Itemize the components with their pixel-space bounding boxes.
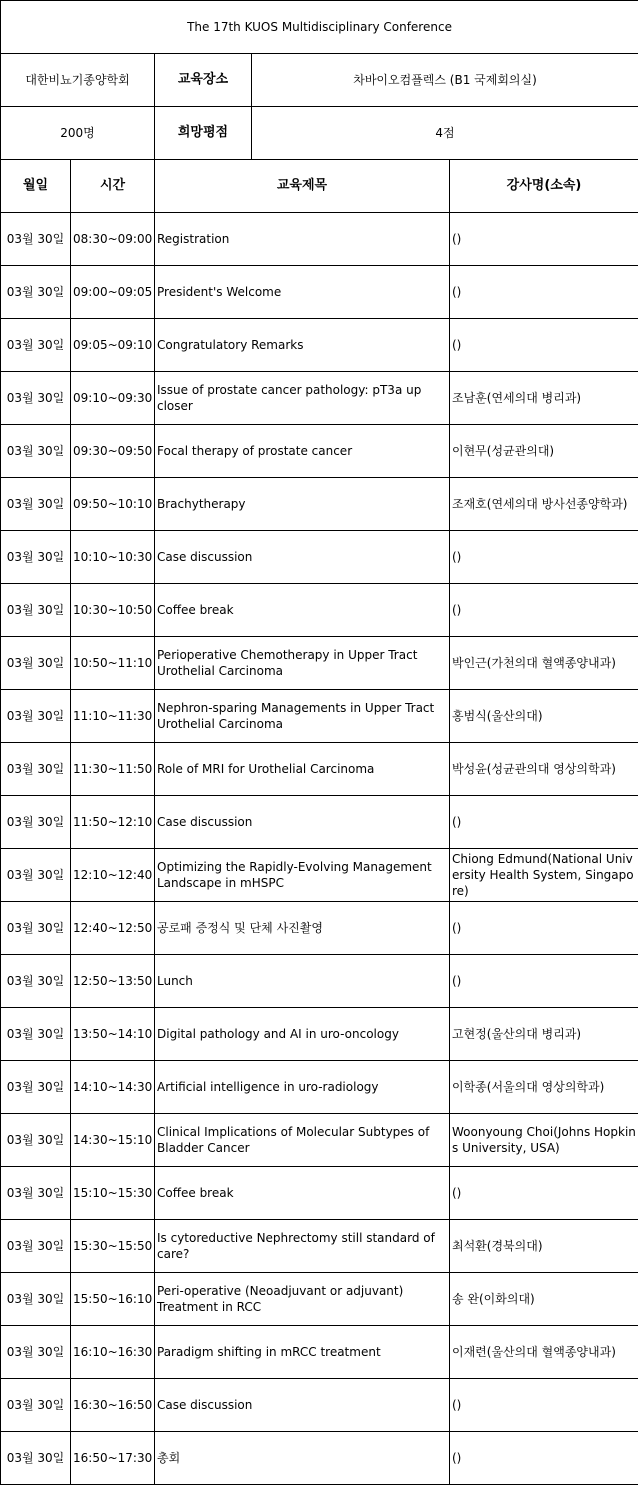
- session-date: 03월 30일: [1, 425, 71, 478]
- table-row: [1, 531, 638, 584]
- session-title: Case discussion: [155, 796, 450, 849]
- session-time: 09:10~09:30: [71, 372, 155, 425]
- session-date: 03월 30일: [1, 690, 71, 743]
- session-time: 15:50~16:10: [71, 1273, 155, 1326]
- session-title: Paradigm shifting in mRCC treatment: [155, 1326, 450, 1379]
- session-title: Optimizing the Rapidly-Evolving Management Landscape in mHSPC: [155, 849, 450, 902]
- session-time: 15:30~15:50: [71, 1220, 155, 1273]
- session-title: 총회: [155, 1432, 450, 1485]
- table-row: [1, 849, 638, 902]
- session-title: Case discussion: [155, 531, 450, 584]
- table-row: [1, 1379, 638, 1432]
- session-speaker: 최석환(경북의대): [450, 1220, 638, 1273]
- session-date: 03월 30일: [1, 1008, 71, 1061]
- session-speaker: 홍범식(울산의대): [450, 690, 638, 743]
- session-speaker: Chiong Edmund(National University Health System, Singapore): [450, 849, 638, 902]
- session-title: Clinical Implications of Molecular Subtypes of Bladder Cancer: [155, 1114, 450, 1167]
- session-time: 09:05~09:10: [71, 319, 155, 372]
- session-title: Brachytherapy: [155, 478, 450, 531]
- session-title: Coffee break: [155, 584, 450, 637]
- session-speaker: 이학종(서울의대 영상의학과): [450, 1061, 638, 1114]
- table-row: [1, 1220, 638, 1273]
- table-row: [1, 425, 638, 478]
- session-title: Artificial intelligence in uro-radiology: [155, 1061, 450, 1114]
- session-speaker: Woonyoung Choi(Johns Hopkins University, USA): [450, 1114, 638, 1167]
- session-date: 03월 30일: [1, 743, 71, 796]
- table-row: [1, 796, 638, 849]
- session-title: Nephron-sparing Managements in Upper Tract Urothelial Carcinoma: [155, 690, 450, 743]
- session-speaker: 고현정(울산의대 병리과): [450, 1008, 638, 1061]
- session-date: 03월 30일: [1, 319, 71, 372]
- session-time: 10:10~10:30: [71, 531, 155, 584]
- session-time: 14:30~15:10: [71, 1114, 155, 1167]
- session-speaker: (): [450, 584, 638, 637]
- session-speaker: 이현무(성균관의대): [450, 425, 638, 478]
- session-time: 09:50~10:10: [71, 478, 155, 531]
- table-row: [1, 1326, 638, 1379]
- session-title: Issue of prostate cancer pathology: pT3a up closer: [155, 372, 450, 425]
- table-row: [1, 1167, 638, 1220]
- session-title: Lunch: [155, 955, 450, 1008]
- session-date: 03월 30일: [1, 849, 71, 902]
- session-date: 03월 30일: [1, 1061, 71, 1114]
- session-title: Role of MRI for Urothelial Carcinoma: [155, 743, 450, 796]
- session-date: 03월 30일: [1, 796, 71, 849]
- session-speaker: (): [450, 266, 638, 319]
- session-date: 03월 30일: [1, 1220, 71, 1273]
- table-row: [1, 372, 638, 425]
- table-row: [1, 955, 638, 1008]
- table-row: [1, 743, 638, 796]
- session-date: 03월 30일: [1, 1167, 71, 1220]
- organizer: 대한비뇨기종양학회: [1, 54, 155, 107]
- session-speaker: (): [450, 319, 638, 372]
- session-speaker: (): [450, 531, 638, 584]
- session-date: 03월 30일: [1, 372, 71, 425]
- session-title: Peri-operative (Neoadjuvant or adjuvant) Treatment in RCC: [155, 1273, 450, 1326]
- session-time: 16:30~16:50: [71, 1379, 155, 1432]
- session-time: 08:30~09:00: [71, 213, 155, 266]
- session-speaker: (): [450, 1432, 638, 1485]
- session-speaker: (): [450, 796, 638, 849]
- conference-title: The 17th KUOS Multidisciplinary Conference: [1, 1, 638, 54]
- venue: 차바이오컴플렉스 (B1 국제회의실): [252, 54, 638, 107]
- session-date: 03월 30일: [1, 1114, 71, 1167]
- session-time: 11:30~11:50: [71, 743, 155, 796]
- table-row: [1, 902, 638, 955]
- session-speaker: (): [450, 955, 638, 1008]
- table-row: [1, 1114, 638, 1167]
- session-speaker: 조재호(연세의대 방사선종양학과): [450, 478, 638, 531]
- table-row: [1, 1008, 638, 1061]
- session-date: 03월 30일: [1, 637, 71, 690]
- venue-label: 교육장소: [155, 54, 252, 107]
- table-row: [1, 1273, 638, 1326]
- session-date: 03월 30일: [1, 266, 71, 319]
- session-time: 11:50~12:10: [71, 796, 155, 849]
- header-subject: 교육제목: [155, 160, 450, 213]
- table-row: [1, 213, 638, 266]
- session-time: 16:50~17:30: [71, 1432, 155, 1485]
- table-row: [1, 1432, 638, 1485]
- table-row: [1, 478, 638, 531]
- session-title: Focal therapy of prostate cancer: [155, 425, 450, 478]
- header-time: 시간: [71, 160, 155, 213]
- session-title: Congratulatory Remarks: [155, 319, 450, 372]
- session-speaker: (): [450, 1167, 638, 1220]
- session-title: Case discussion: [155, 1379, 450, 1432]
- session-date: 03월 30일: [1, 478, 71, 531]
- table-row: [1, 637, 638, 690]
- session-date: 03월 30일: [1, 1432, 71, 1485]
- session-time: 12:10~12:40: [71, 849, 155, 902]
- session-date: 03월 30일: [1, 531, 71, 584]
- session-speaker: 송 완(이화의대): [450, 1273, 638, 1326]
- table-row: [1, 1061, 638, 1114]
- session-title: Is cytoreductive Nephrectomy still standard of care?: [155, 1220, 450, 1273]
- session-title: Coffee break: [155, 1167, 450, 1220]
- session-speaker: 박인근(가천의대 혈액종양내과): [450, 637, 638, 690]
- session-time: 16:10~16:30: [71, 1326, 155, 1379]
- session-title: President's Welcome: [155, 266, 450, 319]
- session-speaker: (): [450, 213, 638, 266]
- session-time: 11:10~11:30: [71, 690, 155, 743]
- session-speaker: 박성윤(성균관의대 영상의학과): [450, 743, 638, 796]
- session-speaker: 조남훈(연세의대 병리과): [450, 372, 638, 425]
- session-speaker: 이재련(울산의대 혈액종양내과): [450, 1326, 638, 1379]
- session-title: 공로패 증정식 및 단체 사진촬영: [155, 902, 450, 955]
- table-row: [1, 690, 638, 743]
- session-time: 12:50~13:50: [71, 955, 155, 1008]
- session-title: Registration: [155, 213, 450, 266]
- session-time: 13:50~14:10: [71, 1008, 155, 1061]
- session-date: 03월 30일: [1, 213, 71, 266]
- header-date: 월일: [1, 160, 71, 213]
- score-label: 희망평점: [155, 107, 252, 160]
- session-title: Digital pathology and AI in uro-oncology: [155, 1008, 450, 1061]
- session-speaker: (): [450, 902, 638, 955]
- session-speaker: (): [450, 1379, 638, 1432]
- session-title: Perioperative Chemotherapy in Upper Tract Urothelial Carcinoma: [155, 637, 450, 690]
- session-date: 03월 30일: [1, 955, 71, 1008]
- session-time: 09:30~09:50: [71, 425, 155, 478]
- table-row: [1, 319, 638, 372]
- session-date: 03월 30일: [1, 1273, 71, 1326]
- session-date: 03월 30일: [1, 1379, 71, 1432]
- session-time: 14:10~14:30: [71, 1061, 155, 1114]
- score: 4점: [252, 107, 638, 160]
- session-time: 10:50~11:10: [71, 637, 155, 690]
- session-date: 03월 30일: [1, 902, 71, 955]
- capacity: 200명: [1, 107, 155, 160]
- session-time: 10:30~10:50: [71, 584, 155, 637]
- table-row: [1, 266, 638, 319]
- session-date: 03월 30일: [1, 584, 71, 637]
- session-time: 12:40~12:50: [71, 902, 155, 955]
- header-speaker: 강사명(소속): [450, 160, 638, 213]
- session-time: 09:00~09:05: [71, 266, 155, 319]
- table-row: [1, 584, 638, 637]
- session-date: 03월 30일: [1, 1326, 71, 1379]
- session-time: 15:10~15:30: [71, 1167, 155, 1220]
